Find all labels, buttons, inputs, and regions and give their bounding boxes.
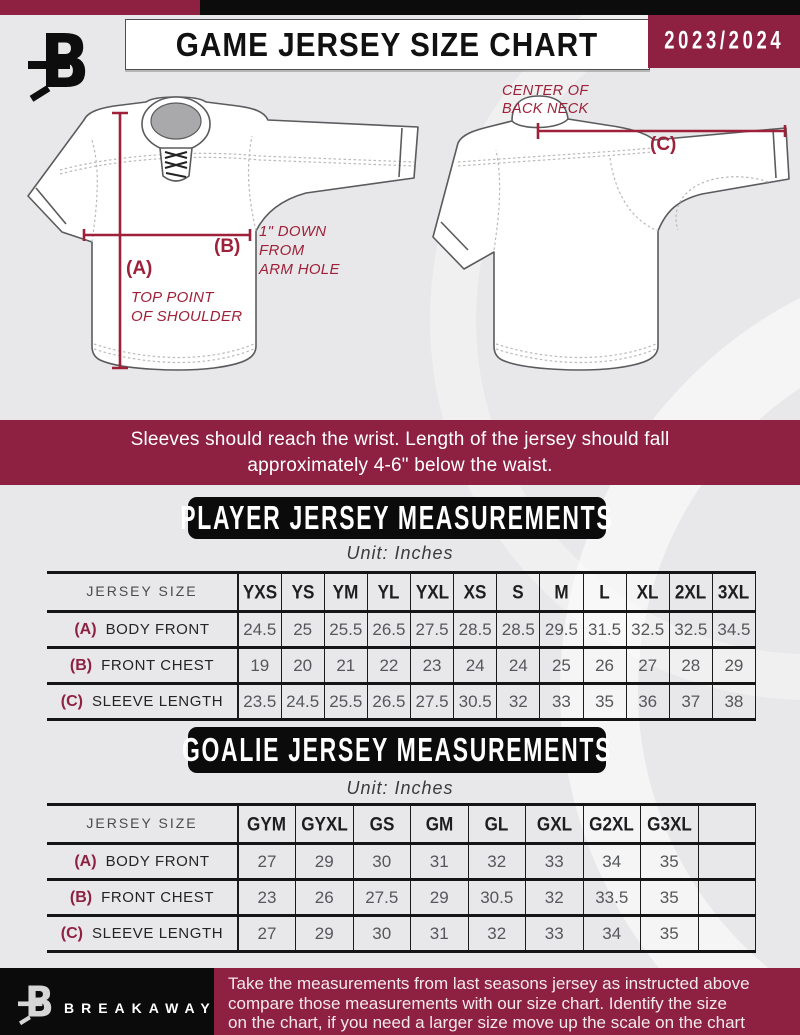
top-strip-maroon: [0, 0, 200, 15]
value-cell: 28: [669, 648, 712, 684]
value-cell: 24: [497, 648, 540, 684]
player-section-title: PLAYER JERSEY MEASUREMENTS: [180, 499, 614, 536]
page-title: GAME JERSEY SIZE CHART: [176, 25, 599, 63]
value-cell: 26.5: [367, 684, 410, 720]
value-cell: 25: [281, 612, 324, 648]
season-label: 2023/2024: [663, 27, 785, 55]
table-row: [47, 880, 756, 916]
value-cell: 27.5: [411, 684, 454, 720]
value-cell: 38: [712, 684, 755, 720]
row-label-cell: (C) SLEEVE LENGTH: [47, 684, 238, 720]
size-header-cell: YXS: [238, 573, 281, 612]
size-header-cell: GM: [411, 805, 469, 844]
value-cell: 34: [583, 844, 641, 880]
value-cell: 29: [296, 844, 354, 880]
table-row: [47, 648, 756, 684]
size-header-cell: 3XL: [712, 573, 755, 612]
size-header-row: [47, 805, 756, 844]
size-header-cell: 2XL: [669, 573, 712, 612]
size-header-cell: YXL: [411, 573, 454, 612]
label-B: (B): [214, 236, 241, 257]
size-header-cell: G3XL: [641, 805, 699, 844]
value-cell: 23.5: [238, 684, 281, 720]
size-header-cell: GYXL: [296, 805, 354, 844]
value-cell: 23: [411, 648, 454, 684]
value-cell: 29: [296, 916, 354, 952]
row-label-cell: (A) BODY FRONT: [47, 844, 238, 880]
value-cell: [698, 844, 756, 880]
player-measurements-table: [47, 571, 756, 721]
value-cell: 28.5: [454, 612, 497, 648]
value-cell: 31.5: [583, 612, 626, 648]
footer-line3: on the chart, if you need a larger size move up the scale on the chart: [228, 1013, 745, 1032]
note-center-of-back-neck: CENTER OF BACK NECK: [502, 83, 589, 117]
value-cell: 31: [411, 844, 469, 880]
value-cell: 34.5: [712, 612, 755, 648]
value-cell: 30.5: [468, 880, 526, 916]
value-cell: 24.5: [281, 684, 324, 720]
value-cell: 30.5: [454, 684, 497, 720]
goalie-section-banner: [181, 727, 613, 773]
size-header-cell: [698, 805, 756, 844]
value-cell: 33: [526, 844, 584, 880]
size-header-cell: GYM: [238, 805, 296, 844]
size-header-cell: G2XL: [583, 805, 641, 844]
player-unit-label: Unit: Inches: [346, 543, 454, 563]
fit-notice-line2: approximately 4-6" below the waist.: [247, 454, 553, 476]
value-cell: 31: [411, 916, 469, 952]
value-cell: 33: [540, 684, 583, 720]
front-jersey-outline: [28, 97, 418, 370]
value-cell: 29.5: [540, 612, 583, 648]
size-header-cell: XL: [626, 573, 669, 612]
size-header-cell: M: [540, 573, 583, 612]
goalie-unit-label: Unit: Inches: [346, 778, 454, 798]
footer-instructions: [228, 974, 793, 1033]
row-label-cell: (A) BODY FRONT: [47, 612, 238, 648]
value-cell: 25: [540, 648, 583, 684]
value-cell: 27.5: [353, 880, 411, 916]
size-header-cell: YM: [324, 573, 367, 612]
row-label-cell: (C) SLEEVE LENGTH: [47, 916, 238, 952]
value-cell: 26: [296, 880, 354, 916]
footer-logo-letter: B: [24, 977, 54, 1028]
front-collar-inner: [151, 103, 201, 139]
note-down-from-armhole: 1" DOWN FROM ARM HOLE: [259, 223, 340, 278]
value-cell: 25.5: [324, 684, 367, 720]
top-strip-black: [200, 0, 800, 15]
row-label-cell: (B) FRONT CHEST: [47, 648, 238, 684]
value-cell: 35: [583, 684, 626, 720]
value-cell: 27: [238, 844, 296, 880]
value-cell: 19: [238, 648, 281, 684]
value-cell: 30: [353, 844, 411, 880]
value-cell: 27: [626, 648, 669, 684]
label-C: (C): [650, 134, 677, 155]
table-row: [47, 684, 756, 720]
value-cell: 26.5: [367, 612, 410, 648]
value-cell: 24: [454, 648, 497, 684]
size-header-cell: S: [497, 573, 540, 612]
back-jersey-outline: [433, 96, 789, 370]
back-jersey: [433, 96, 789, 370]
value-cell: 22: [367, 648, 410, 684]
size-header-cell: L: [583, 573, 626, 612]
value-cell: 20: [281, 648, 324, 684]
footer-line2: compare those measurements with our size chart. Identify the size: [228, 993, 727, 1013]
value-cell: 37: [669, 684, 712, 720]
value-cell: 30: [353, 916, 411, 952]
corner-cell: JERSEY SIZE: [47, 805, 238, 844]
value-cell: 26: [583, 648, 626, 684]
front-jersey: [28, 97, 418, 370]
value-cell: 32.5: [626, 612, 669, 648]
value-cell: 35: [641, 916, 699, 952]
value-cell: 32: [468, 844, 526, 880]
size-header-cell: YS: [281, 573, 324, 612]
value-cell: 24.5: [238, 612, 281, 648]
value-cell: 32: [497, 684, 540, 720]
value-cell: 32: [526, 880, 584, 916]
corner-cell: JERSEY SIZE: [47, 573, 238, 612]
footer-line1: Take the measurements from last seasons jersey as instructed above: [228, 974, 750, 993]
value-cell: 33: [526, 916, 584, 952]
value-cell: 25.5: [324, 612, 367, 648]
value-cell: 28.5: [497, 612, 540, 648]
value-cell: 29: [712, 648, 755, 684]
value-cell: 35: [641, 880, 699, 916]
value-cell: [698, 880, 756, 916]
table-row: [47, 612, 756, 648]
footer-brand-logo: [18, 977, 54, 1028]
fit-notice-line1: Sleeves should reach the wrist. Length of the jersey should fall: [130, 428, 670, 450]
value-cell: 21: [324, 648, 367, 684]
value-cell: 34: [583, 916, 641, 952]
row-label-cell: (B) FRONT CHEST: [47, 880, 238, 916]
value-cell: 27: [238, 916, 296, 952]
size-header-cell: GL: [468, 805, 526, 844]
table-row: [47, 844, 756, 880]
value-cell: 36: [626, 684, 669, 720]
brand-logo: [28, 20, 100, 106]
value-cell: 27.5: [411, 612, 454, 648]
player-section-banner: [180, 497, 614, 539]
value-cell: [698, 916, 756, 952]
goalie-section-title: GOALIE JERSEY MEASUREMENTS: [181, 731, 613, 768]
value-cell: 29: [411, 880, 469, 916]
size-header-cell: GXL: [526, 805, 584, 844]
value-cell: 32.5: [669, 612, 712, 648]
goalie-measurements-table: [47, 803, 756, 953]
brand-logo-letter: B: [40, 20, 90, 106]
fit-notice-banner: [0, 420, 800, 485]
size-header-cell: YL: [367, 573, 410, 612]
size-header-cell: GS: [353, 805, 411, 844]
value-cell: 32: [468, 916, 526, 952]
brand-name: BREAKAWAY: [64, 1000, 217, 1016]
value-cell: 23: [238, 880, 296, 916]
value-cell: 35: [641, 844, 699, 880]
jersey-diagrams: [10, 85, 800, 425]
note-top-point-of-shoulder: TOP POINT OF SHOULDER: [131, 289, 243, 325]
table-row: [47, 916, 756, 952]
label-A: (A): [126, 258, 153, 279]
season-badge: [648, 15, 800, 68]
size-header-row: [47, 573, 756, 612]
value-cell: 33.5: [583, 880, 641, 916]
size-header-cell: XS: [454, 573, 497, 612]
title-bar: [125, 19, 650, 70]
